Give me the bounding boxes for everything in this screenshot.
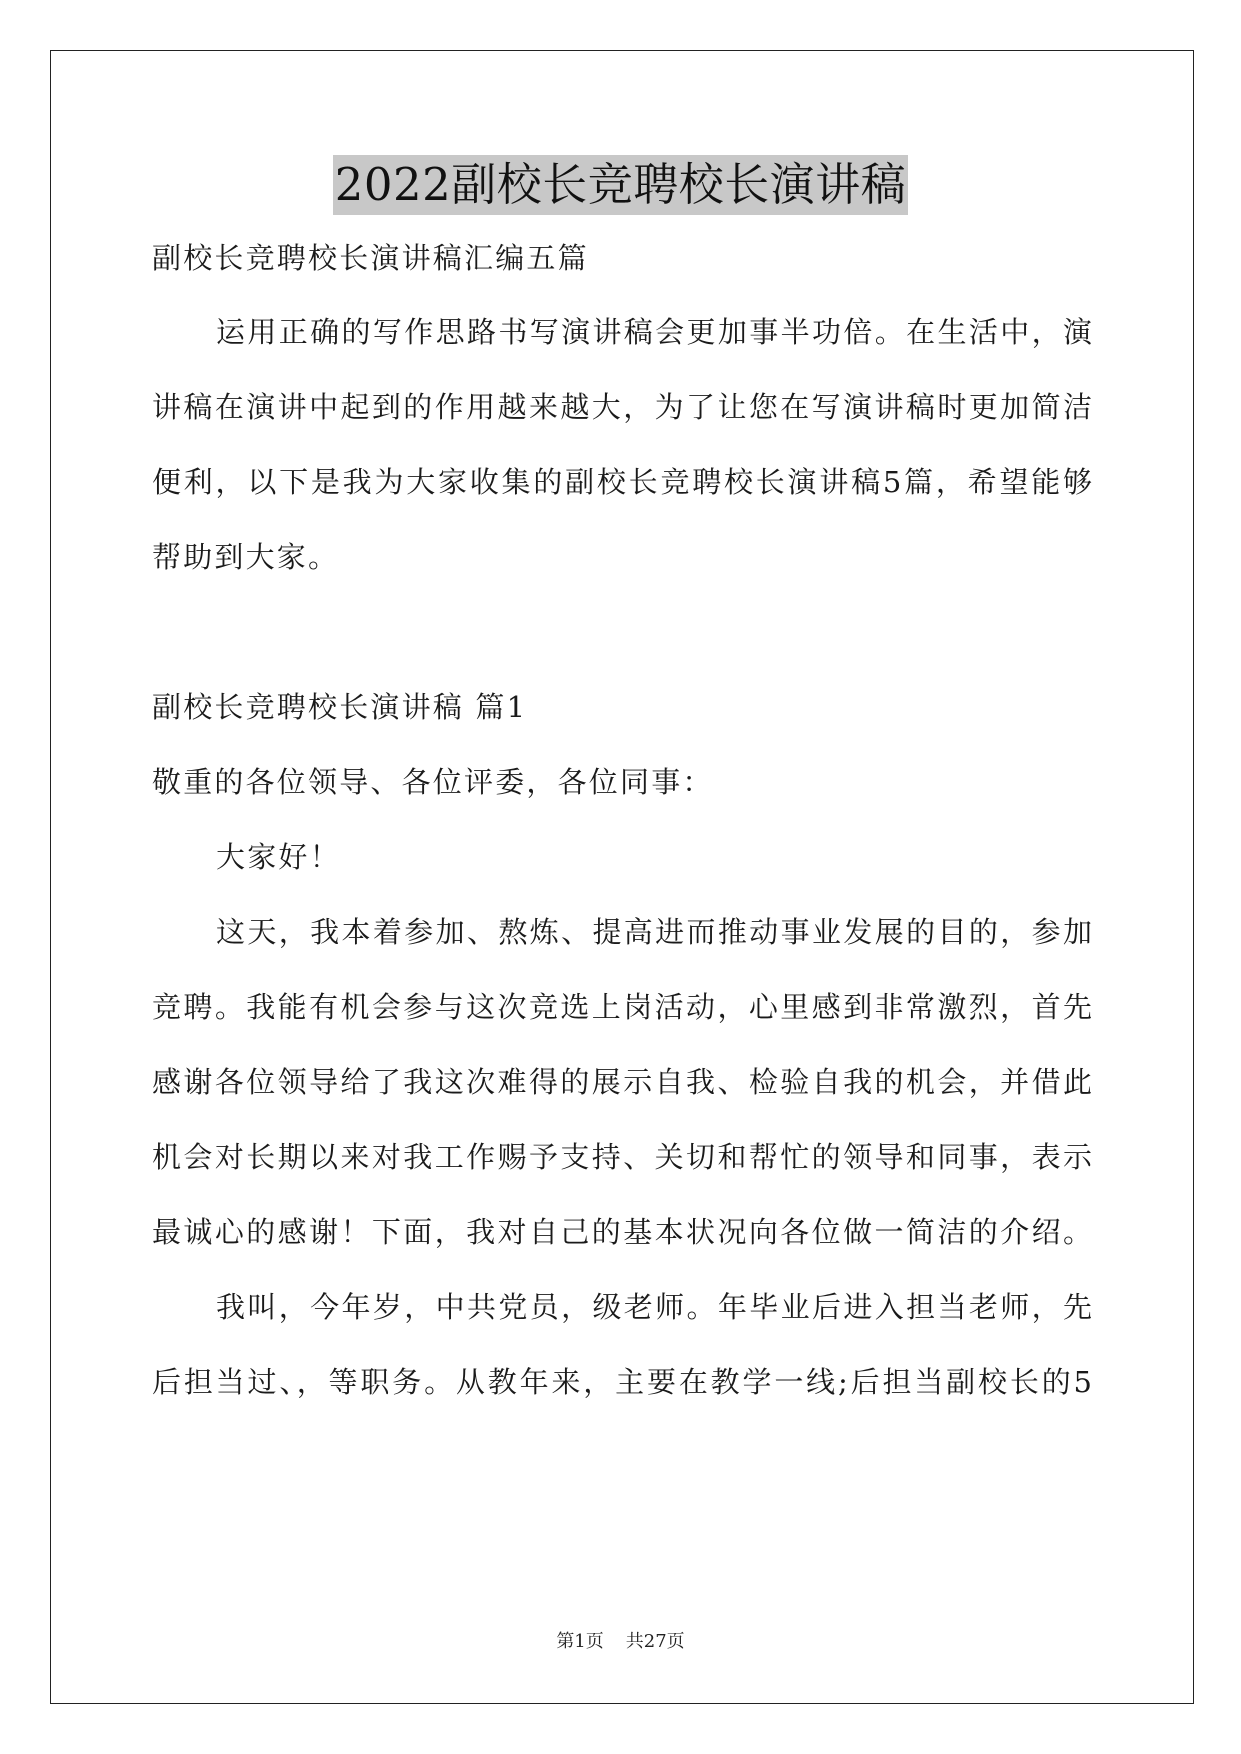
intro-line: 便利，以下是我为大家收集的副校长竞聘校长演讲稿5篇，希望能够 — [152, 465, 1092, 499]
paragraph-line: 后担当过、，等职务。从教年来，主要在教学一线;后担当副校长的5 — [152, 1365, 1092, 1399]
paragraph-line: 感谢各位领导给了我这次难得的展示自我、检验自我的机会，并借此 — [152, 1065, 1092, 1099]
greeting: 大家好！ — [216, 840, 341, 874]
paragraph-line: 机会对长期以来对我工作赐予支持、关切和帮忙的领导和同事，表示 — [152, 1140, 1092, 1174]
subtitle: 副校长竞聘校长演讲稿汇编五篇 — [152, 241, 589, 275]
paragraph-line: 最诚心的感谢！下面，我对自己的基本状况向各位做一简洁的介绍。 — [152, 1215, 1092, 1249]
page-total: 共27页 — [625, 1631, 685, 1652]
intro-line: 讲稿在演讲中起到的作用越来越大，为了让您在写演讲稿时更加简洁 — [152, 390, 1092, 424]
intro-line: 帮助到大家。 — [152, 540, 340, 574]
paragraph-line: 我叫，今年岁，中共党员，级老师。年毕业后进入担当老师，先 — [216, 1290, 1092, 1324]
section-heading: 副校长竞聘校长演讲稿 篇1 — [152, 690, 528, 724]
paragraph-line: 这天，我本着参加、熬炼、提高进而推动事业发展的目的，参加 — [216, 915, 1092, 949]
document-title: 2022副校长竞聘校长演讲稿 — [333, 155, 909, 215]
paragraph-line: 竞聘。我能有机会参与这次竞选上岗活动，心里感到非常激烈，首先 — [152, 990, 1092, 1024]
page-number: 第1页 — [556, 1631, 604, 1652]
title-container — [0, 155, 1241, 215]
page-footer — [0, 1630, 1241, 1654]
page-border — [50, 50, 1194, 1704]
intro-line: 运用正确的写作思路书写演讲稿会更加事半功倍。在生活中，演 — [216, 315, 1092, 349]
salutation: 敬重的各位领导、各位评委，各位同事： — [152, 765, 714, 799]
